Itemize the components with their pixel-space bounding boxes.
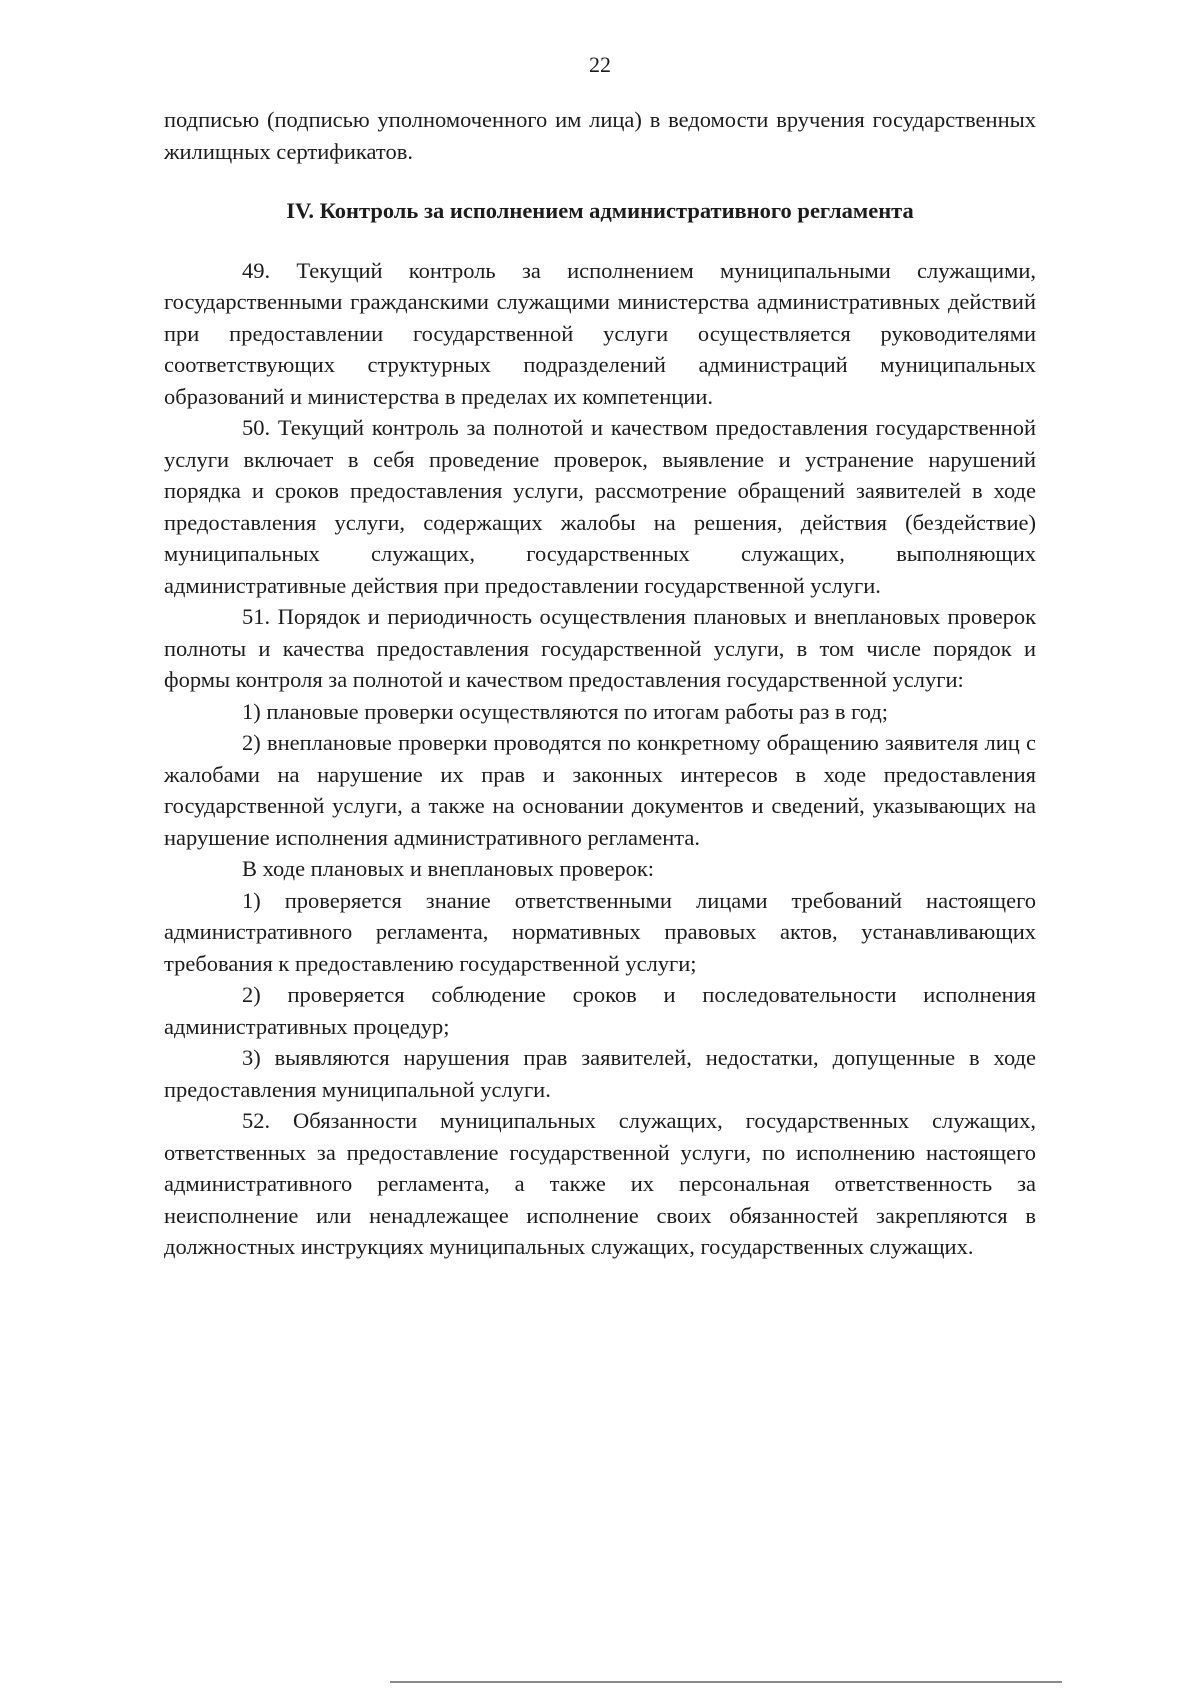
paragraph-checks-intro: В ходе плановых и внеплановых проверок: [242, 856, 655, 881]
paragraph-52: 52. Обязанности муниципальных служащих, государственных служащих, ответственных за предоставление государственной услуги, по исполнению настоящего административного регламента, а также их персональная ответственность за неисполнение или ненадлежащее исполнение своих обязанностей закрепляются в должностных инструкциях муниципальных служащих, государственных служащих. [164, 1108, 1036, 1259]
section-heading: IV. Контроль за исполнением административного регламента [286, 198, 914, 223]
page-number: 22 [589, 52, 611, 77]
document-content [164, 104, 1036, 1263]
paragraph-49: 49. Текущий контроль за исполнением муниципальными служащими, государственными гражданскими служащими министерства административных действий при предоставлении государственной услуги осуществляется руководителями соответствующих структурных подразделений администраций муниципальных образований и министерства в пределах их компетенции. [164, 257, 1036, 409]
list-item-1-knowledge-check: 1) проверяется знание ответственными лицами требований настоящего административного регламента, нормативных правовых актов, устанавливающих требования к предоставлению государственной услуги; [164, 887, 1036, 976]
paragraph-51: 51. Порядок и периодичность осуществления плановых и внеплановых проверок полноты и качества предоставления государственной услуги, в том числе порядок и формы контроля за полнотой и качеством предоставления государственной услуги: [164, 604, 1036, 692]
list-item-2-unplanned-checks: 2) внеплановые проверки проводятся по конкретному обращению заявителя лиц с жалобами на нарушение их прав и законных интересов в ходе предоставления государственной услуги, а также на основании документов и сведений, указывающих на нарушение исполнения административного регламента. [164, 730, 1036, 850]
paragraph-50: 50. Текущий контроль за полнотой и качеством предоставления государственной услуги включает в себя проведение проверок, выявление и устранение нарушений порядка и сроков предоставления услуги, рассмотрение обращений заявителей в ходе предоставления услуги, содержащих жалобы на решения, действия (бездействие) муниципальных служащих, государственных служащих, выполняющих административные действия при предоставлении государственной услуги. [164, 415, 1036, 598]
footer-divider-line [390, 1681, 1062, 1683]
paragraph-continuation: подписью (подписью уполномоченного им лица) в ведомости вручения государственных жилищных сертификатов. [164, 107, 1036, 164]
list-item-2-deadline-check: 2) проверяется соблюдение сроков и последовательности исполнения административных процедур; [164, 982, 1036, 1039]
list-item-1-planned-checks: 1) плановые проверки осуществляются по итогам работы раз в год; [242, 698, 889, 724]
list-item-3-violations-check: 3) выявляются нарушения прав заявителей, недостатки, допущенные в ходе предоставления муниципальной услуги. [164, 1045, 1036, 1102]
